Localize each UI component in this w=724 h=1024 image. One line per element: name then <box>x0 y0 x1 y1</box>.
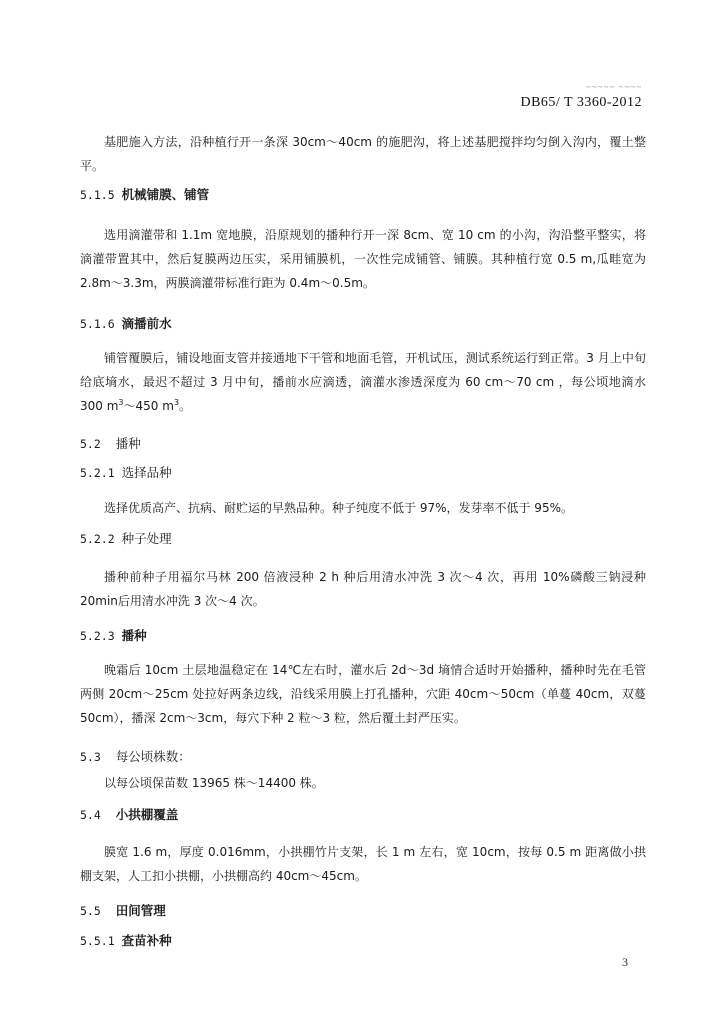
heading-number: 5.2 <box>80 437 101 451</box>
heading-number: 5.5.1 <box>80 934 115 948</box>
page-number: 3 <box>622 955 628 969</box>
heading-5-5 <box>80 902 166 920</box>
heading-5-4 <box>80 806 178 824</box>
irrigation-text-main: 铺管覆膜后，铺设地面支管并接通地下干管和地面毛管，开机试压，测试系统运行到正常。3 月上中旬给底墒水，最迟不超过 3 月中旬，播前水应滴透，滴灌水渗透深度为 60 cm～70 cm ，每公顷地滴水 300 m <box>80 351 646 413</box>
irrigation-text-end: 。 <box>179 399 192 413</box>
paragraph-irrigation <box>80 346 646 418</box>
paragraph-variety: 选择优质高产、抗病、耐贮运的早熟品种。种子纯度不低于 97%，发芽率不低于 95%。 <box>104 501 573 515</box>
heading-title: 选择品种 <box>121 465 172 480</box>
heading-number: 5.5 <box>80 904 101 918</box>
heading-title: 机械铺膜、铺管 <box>121 187 210 202</box>
heading-5-1-6 <box>80 315 172 333</box>
paragraph-sowing: 晚霜后 10cm 土层地温稳定在 14℃左右时，灌水后 2d～3d 墒情合适时开始播种，播种时先在毛管两侧 20cm～25cm 处拉好两条边线，沿线采用膜上打孔播种，穴距 40cm～50cm（单蔓 40cm，双蔓 50cm），播深 2cm～3cm，每穴下种 2 粒～3 粒，然后覆土封严压实。 <box>80 663 646 725</box>
heading-5-2-3 <box>80 627 147 645</box>
heading-number: 5.2.3 <box>80 629 115 643</box>
heading-number: 5.2.2 <box>80 532 115 546</box>
paragraph-arch-shed: 膜宽 1.6 m，厚度 0.016mm，小拱棚竹片支架，长 1 m 左右，宽 10cm，按每 0.5 m 距离做小拱棚支架，人工扣小拱棚，小拱棚高约 40cm～45cm。 <box>80 845 646 883</box>
heading-number: 5.1.6 <box>80 317 115 331</box>
heading-number: 5.4 <box>80 808 101 822</box>
paragraph-mulching: 选用滴灌带和 1.1m 宽地膜，沿原规划的播种行开一深 8cm、宽 10 cm 的小沟，沟沿整平整实，将滴灌带置其中，然后复膜两边压实，采用铺膜机，一次性完成铺管、铺膜。其种植行宽 0.5 m,瓜畦宽为 2.8m～3.3m，两膜滴灌带标准行距为 0.4m～0.5m。 <box>80 228 646 290</box>
heading-title: 播种 <box>115 436 141 451</box>
heading-title: 种子处理 <box>121 531 172 546</box>
paragraph-plant-count: 以每公顷保苗数 13965 株～14400 株。 <box>104 776 324 790</box>
heading-5-1-5 <box>80 186 209 204</box>
heading-title: 播种 <box>121 628 147 643</box>
standard-code: DB65/ T 3360-2012 <box>520 95 642 110</box>
heading-number: 5.2.1 <box>80 466 115 480</box>
heading-title: 每公顷株数： <box>115 749 191 764</box>
heading-5-5-1 <box>80 932 172 950</box>
heading-title: 小拱棚覆盖 <box>115 807 179 822</box>
heading-5-3 <box>80 748 191 766</box>
paragraph-fertilizer-method: 基肥施入方法，沿种植行开一条深 30cm～40cm 的施肥沟，将上述基肥搅拌均匀倒入沟内，覆土整平。 <box>80 135 646 173</box>
heading-number: 5.1.5 <box>80 188 115 202</box>
heading-number: 5.3 <box>80 750 101 764</box>
heading-title: 查苗补种 <box>121 933 172 948</box>
header-ghost-text: ~~~~~ ~~~~ <box>585 82 642 92</box>
superscript-3: 3 <box>173 398 180 407</box>
superscript-3: 3 <box>118 398 124 407</box>
heading-title: 田间管理 <box>115 903 166 918</box>
heading-title: 滴播前水 <box>121 316 172 331</box>
heading-5-2-1 <box>80 464 172 482</box>
paragraph-seed-treatment: 播种前种子用福尔马林 200 倍液浸种 2 h 种后用清水冲洗 3 次～4 次，再用 10%磷酸三钠浸种 20min后用清水冲洗 3 次～4 次。 <box>80 570 646 608</box>
heading-5-2-2 <box>80 530 172 548</box>
irrigation-text-mid: ～450 m <box>123 399 174 413</box>
heading-5-2 <box>80 435 141 453</box>
